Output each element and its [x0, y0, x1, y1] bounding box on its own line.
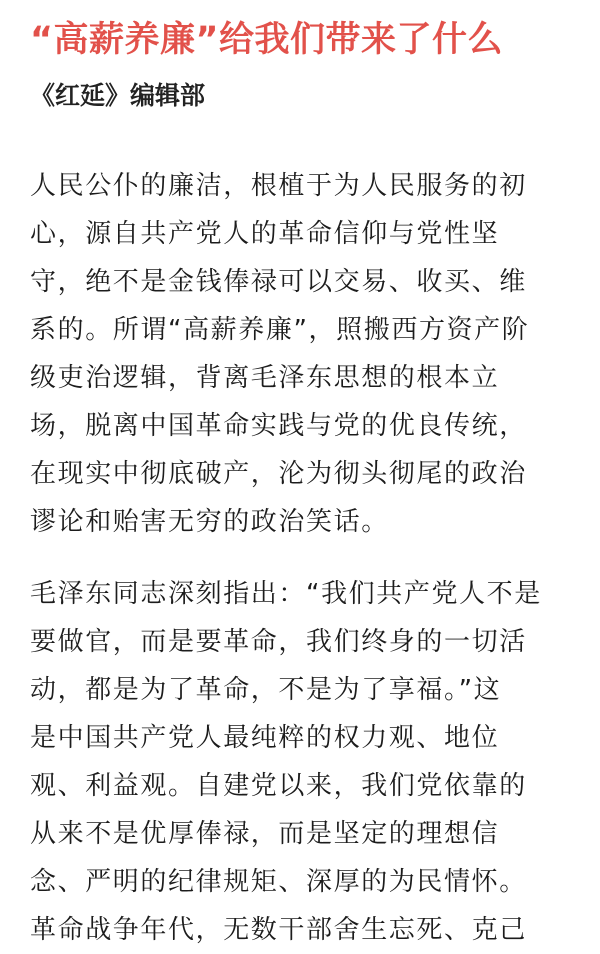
- paragraph-line: 系的。所谓“高薪养廉”，照搬西方资产阶: [30, 315, 530, 345]
- paragraph-line: 是中国共产党人最纯粹的权力观、地位: [30, 723, 500, 753]
- paragraph-line: 动，都是为了革命，不是为了享福。”这: [30, 675, 502, 705]
- paragraph-line: 心，源自共产党人的革命信仰与党性坚: [30, 219, 500, 249]
- paragraph-line: 在现实中彻底破产，沦为彻头彻尾的政治: [30, 459, 527, 489]
- paragraph-line: 人民公仆的廉洁，根植于为人民服务的初: [30, 171, 527, 201]
- paragraph-line: 谬论和贻害无穷的政治笑话。: [30, 507, 389, 537]
- paragraph-line: 要做官，而是要革命，我们终身的一切活: [30, 627, 527, 657]
- article-title: “高薪养廉”给我们带来了什么: [30, 20, 504, 60]
- paragraph-1: [30, 162, 578, 546]
- paragraph-line: 级吏治逻辑，背离毛泽东思想的根本立: [30, 363, 500, 393]
- paragraph-2: [30, 570, 578, 954]
- paragraph-line: 念、严明的纪律规矩、深厚的为民情怀。: [30, 867, 527, 897]
- paragraph-line: 观、利益观。自建党以来，我们党依靠的: [30, 771, 527, 801]
- paragraph-line: 从来不是优厚俸禄，而是坚定的理想信: [30, 819, 500, 849]
- paragraph-line: 守，绝不是金钱俸禄可以交易、收买、维: [30, 267, 527, 297]
- article-source: 《红延》编辑部: [30, 81, 206, 110]
- paragraph-line: 场，脱离中国革命实践与党的优良传统，: [30, 411, 527, 441]
- paragraph-line: 毛泽东同志深刻指出：“我们共产党人不是: [30, 579, 542, 609]
- paragraph-line: 革命战争年代，无数干部舍生忘死、克己: [30, 915, 527, 945]
